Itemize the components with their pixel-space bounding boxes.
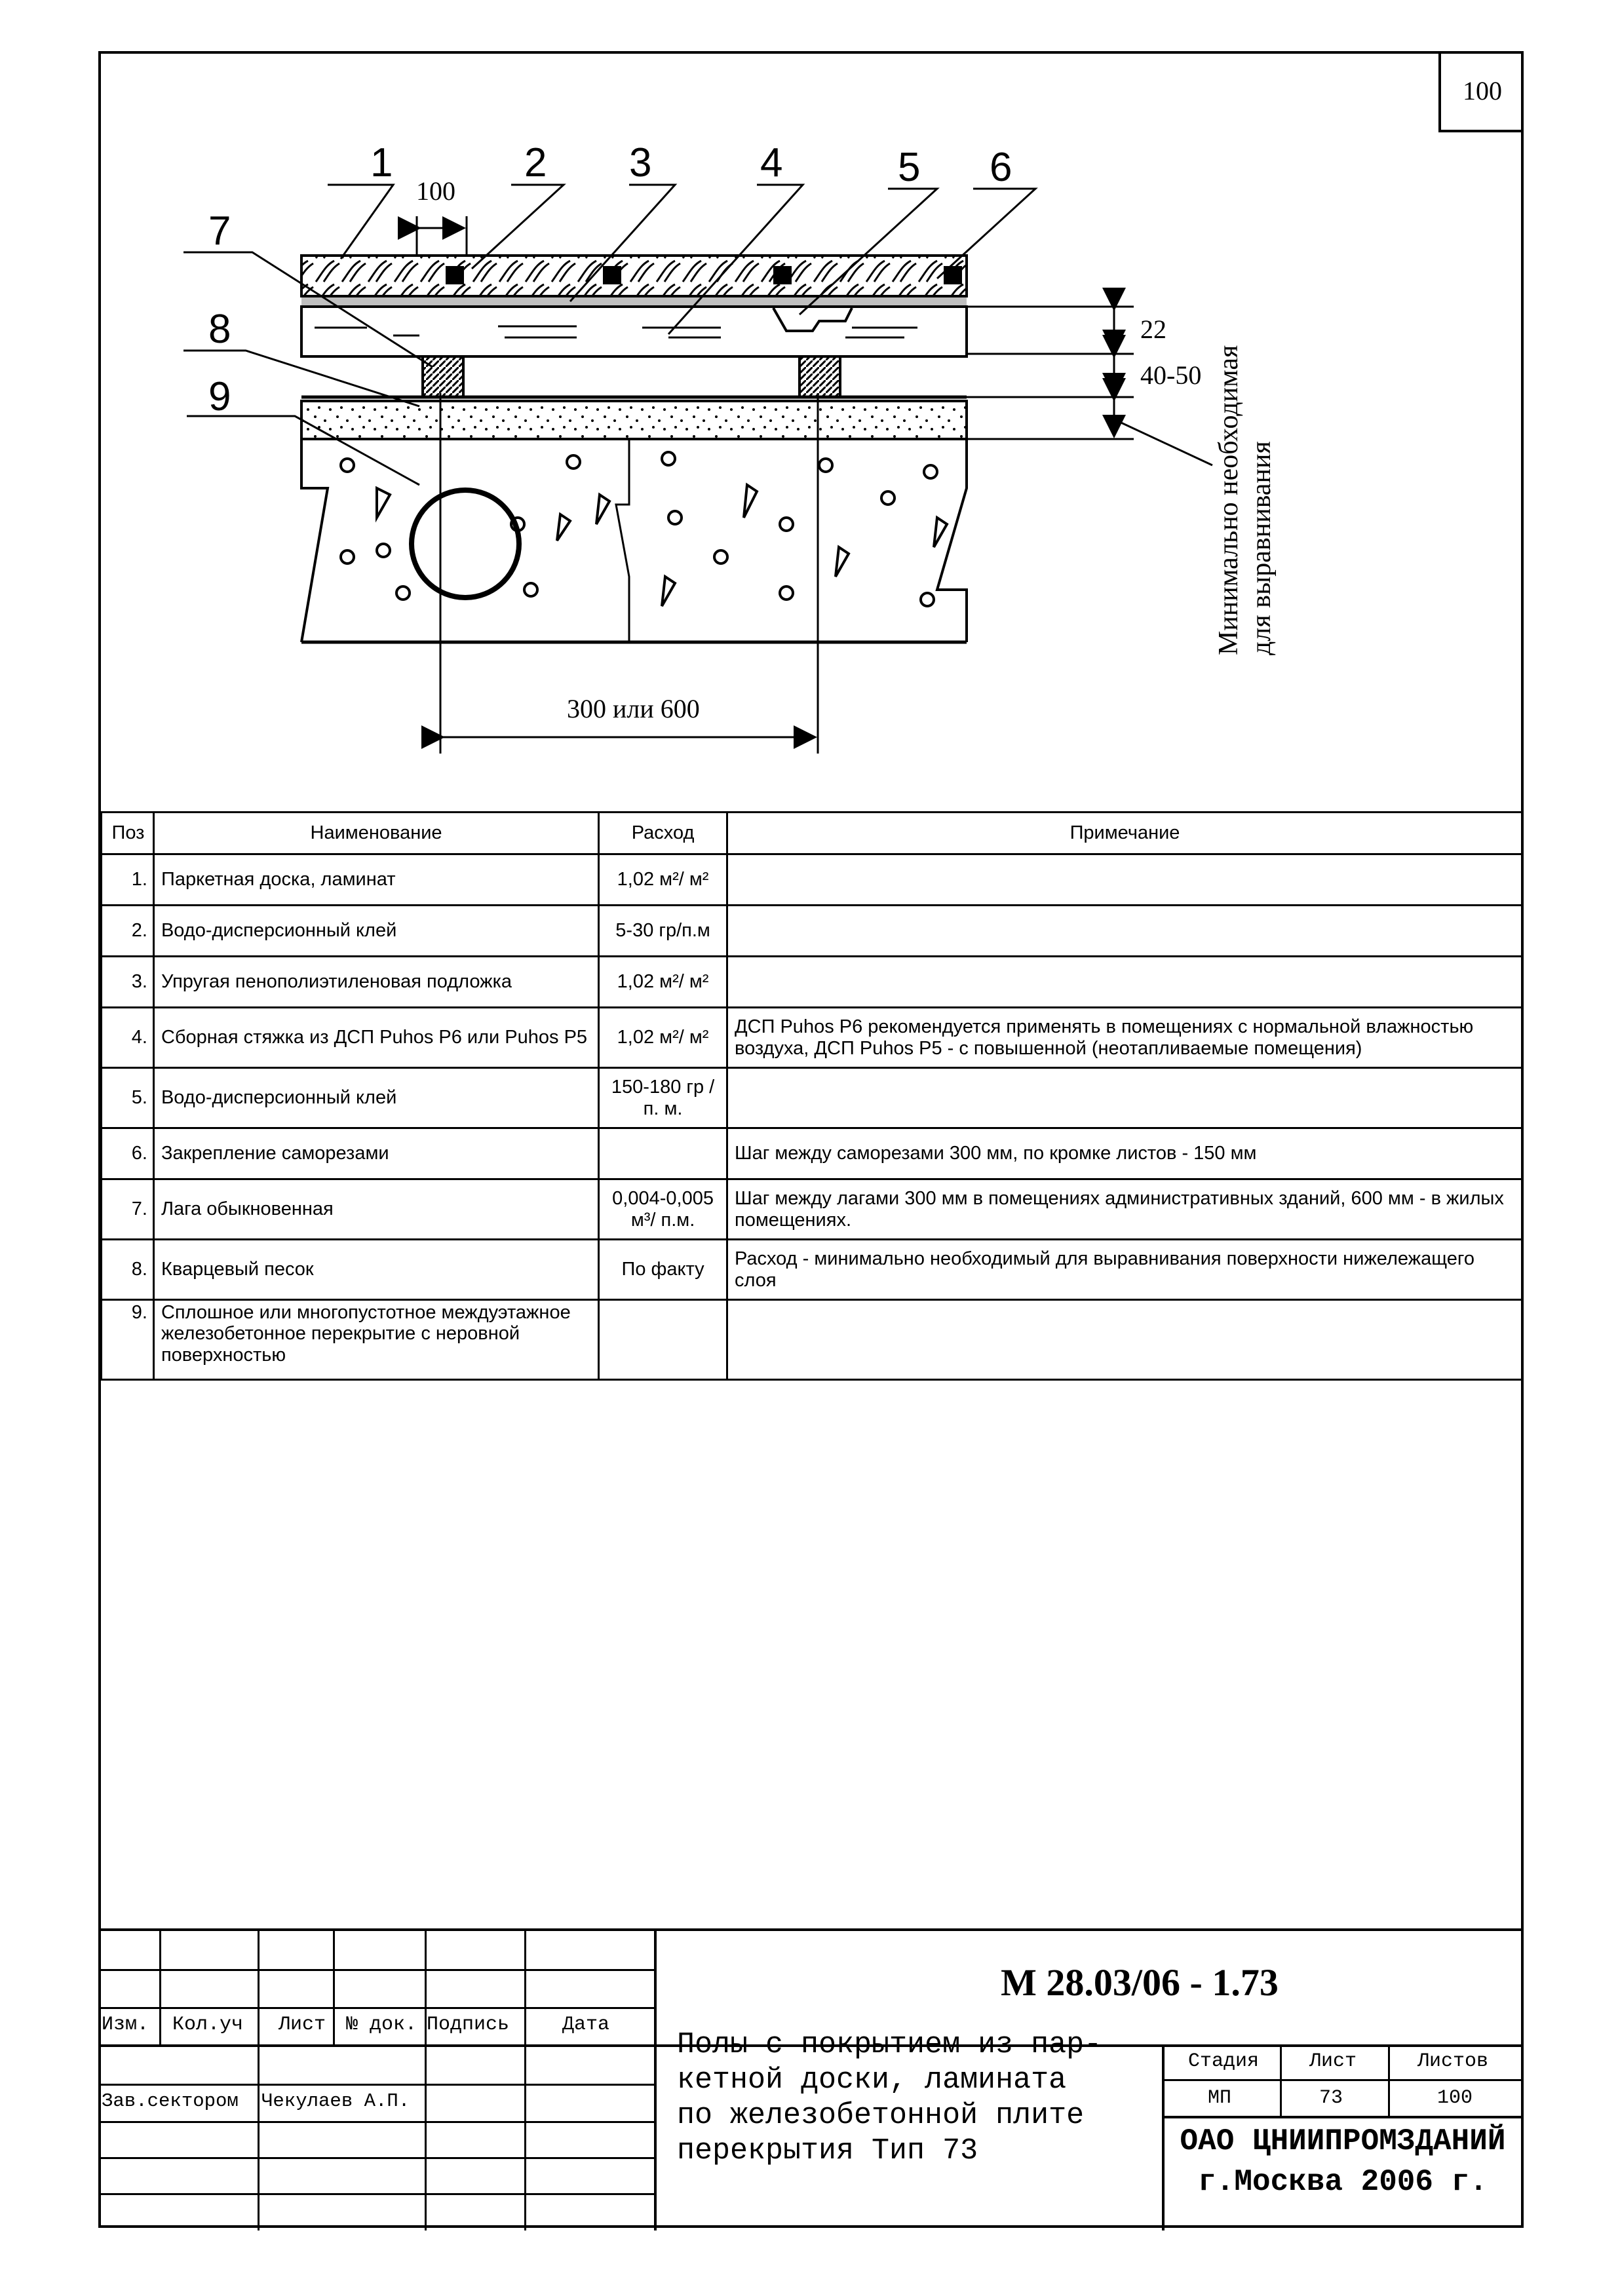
callout-2: 2 (524, 140, 547, 185)
table-row (102, 1240, 1523, 1300)
callout-4: 4 (760, 140, 783, 185)
sheet-number: 100 (1438, 51, 1524, 132)
row-pos: 8. (102, 1240, 154, 1300)
table-row (102, 1068, 1523, 1128)
row-consumption (599, 1128, 727, 1179)
col-list: Лист (279, 2014, 326, 2036)
table-row (102, 1179, 1523, 1240)
row-pos: 9. (102, 1300, 154, 1380)
row-pos: 1. (102, 854, 154, 906)
row-name: Сплошное или многопустотное междуэтажное железобетонное перекрытие с неровной поверхностью (153, 1300, 598, 1380)
sheet-label: Лист (1309, 2050, 1357, 2073)
callout-3: 3 (629, 140, 652, 185)
organization (1162, 2121, 1524, 2202)
slab-void (412, 490, 519, 598)
row-note: Расход - минимально необходимый для выравнивания поверхности нижележащего слоя (727, 1240, 1522, 1300)
row-pos: 3. (102, 957, 154, 1008)
role-label: Зав.сектором (102, 2090, 239, 2112)
row-name: Водо-дисперсионный клей (153, 906, 598, 957)
row-note (727, 957, 1522, 1008)
particleboard-layer (301, 307, 967, 356)
sheet-value: 73 (1319, 2087, 1343, 2109)
row-note (727, 1300, 1522, 1380)
title-line: перекрытия Тип 73 (677, 2134, 978, 2168)
row-name: Кварцевый песок (153, 1240, 598, 1300)
row-pos: 7. (102, 1179, 154, 1240)
leveling-note-line2: для выравнивания (1246, 441, 1277, 655)
row-pos: 5. (102, 1068, 154, 1128)
callout-6: 6 (990, 145, 1012, 190)
row-consumption: 1,02 м²/ м² (599, 957, 727, 1008)
row-consumption: 1,02 м²/ м² (599, 854, 727, 906)
row-consumption: По факту (599, 1240, 727, 1300)
floor-section-drawing (0, 0, 1599, 813)
callout-8: 8 (208, 307, 231, 352)
table-row (102, 1300, 1523, 1380)
row-pos: 4. (102, 1008, 154, 1068)
title-line: Полы с покрытием из пар- (677, 2028, 1102, 2061)
dim-top-100: 100 (416, 176, 455, 206)
dim-22: 22 (1140, 315, 1166, 344)
concrete-slab (301, 439, 967, 642)
dim-40-50: 40-50 (1140, 360, 1202, 390)
row-consumption: 1,02 м²/ м² (599, 1008, 727, 1068)
row-consumption (599, 1300, 727, 1380)
row-note: Шаг между лагами 300 мм в помещениях административных зданий, 600 мм - в жилых помещениях. (727, 1179, 1522, 1240)
col-izm: Изм. (102, 2014, 149, 2036)
sheets-value: 100 (1437, 2087, 1473, 2109)
parquet-layer (301, 256, 967, 296)
callout-7: 7 (208, 208, 231, 254)
header-pos: Поз (102, 813, 154, 854)
table-row (102, 1128, 1523, 1179)
joist-left (423, 356, 463, 397)
row-name: Сборная стяжка из ДСП Puhos P6 или Puhos P5 (153, 1008, 598, 1068)
table-row (102, 906, 1523, 957)
city-year: г.Москва 2006 г. (1198, 2165, 1488, 2200)
row-note: ДСП Puhos P6 рекомендуется применять в помещениях с нормальной влажностью воздуха, ДСП Puhos P5 - с повышенной (неотапливаемые помещения) (727, 1008, 1522, 1068)
table-row (102, 854, 1523, 906)
row-note: Шаг между саморезами 300 мм, по кромке листов - 150 мм (727, 1128, 1522, 1179)
glue-layer (301, 296, 967, 307)
col-sign: Подпись (427, 2014, 510, 2036)
row-consumption: 5-30 гр/п.м (599, 906, 727, 957)
row-name: Лага обыкновенная (153, 1179, 598, 1240)
title-block (100, 1928, 1524, 2228)
person-name: Чекулаев А.П. (261, 2090, 410, 2112)
col-kol: Кол.уч (172, 2014, 244, 2036)
col-doc: № док. (346, 2014, 417, 2036)
col-date: Дата (562, 2014, 610, 2036)
joist-right (800, 356, 840, 397)
row-consumption: 150-180 гр /п. м. (599, 1068, 727, 1128)
leveling-note-line1: Минимально необходимая (1214, 345, 1244, 655)
table-row (102, 957, 1523, 1008)
stage-value: МП (1208, 2087, 1232, 2109)
row-name: Упругая пенополиэтиленовая подложка (153, 957, 598, 1008)
callout-9: 9 (208, 374, 231, 419)
row-name: Закрепление саморезами (153, 1128, 598, 1179)
title-line: кетной доски, ламината (677, 2063, 1067, 2097)
callout-5: 5 (898, 145, 921, 190)
spec-table (100, 811, 1524, 1381)
header-note: Примечание (727, 813, 1522, 854)
row-consumption: 0,004-0,005 м³/ п.м. (599, 1179, 727, 1240)
header-consumption: Расход (599, 813, 727, 854)
title-line: по железобетонной плите (677, 2099, 1085, 2132)
spec-table-header (102, 813, 1523, 854)
leveling-note (1212, 183, 1279, 655)
row-name: Паркетная доска, ламинат (153, 854, 598, 906)
drawing-code: М 28.03/06 - 1.73 (1001, 1961, 1279, 2004)
org-name: ОАО ЦНИИПРОМЗДАНИЙ (1180, 2124, 1506, 2158)
table-row (102, 1008, 1523, 1068)
sheets-label: Листов (1417, 2050, 1489, 2073)
dim-bottom: 300 или 600 (567, 694, 700, 723)
row-pos: 6. (102, 1128, 154, 1179)
row-note (727, 854, 1522, 906)
row-note (727, 906, 1522, 957)
header-name: Наименование (153, 813, 598, 854)
row-note (727, 1068, 1522, 1128)
row-pos: 2. (102, 906, 154, 957)
stage-label: Стадия (1188, 2050, 1260, 2073)
callout-1: 1 (370, 140, 393, 185)
row-name: Водо-дисперсионный клей (153, 1068, 598, 1128)
sand-layer (301, 401, 967, 439)
